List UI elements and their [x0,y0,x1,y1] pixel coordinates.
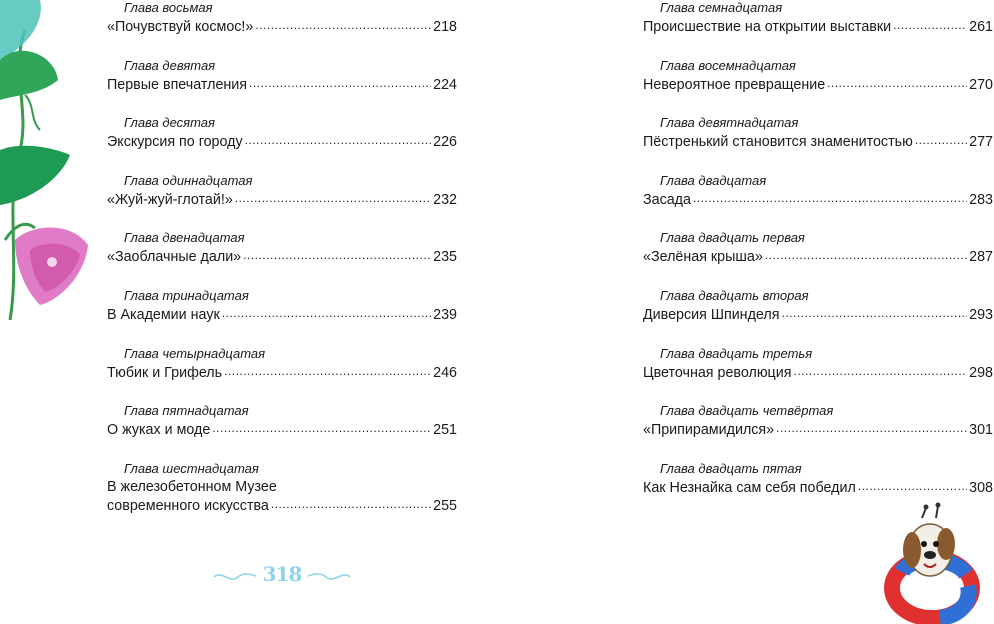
toc-entry[interactable] [643,230,993,288]
chapter-label: Глава десятая [124,115,215,131]
chapter-label: Глава двадцать четвёртая [660,403,834,419]
leader-dots [781,305,967,319]
page-ref: 251 [433,422,457,439]
chapter-label: Глава двадцать вторая [660,287,809,303]
chapter-label: Глава восемнадцатая [660,57,796,73]
toc-entry[interactable] [643,173,993,231]
toc-entry[interactable] [643,115,993,173]
chapter-title: «Заоблачные дали» [107,249,242,266]
leader-dots [915,132,967,146]
chapter-title: Тюбик и Грифель [107,364,223,381]
leader-dots [212,420,431,434]
chapter-label: Глава двадцать первая [660,230,805,246]
chapter-label: Глава двадцать третья [660,345,813,361]
chapter-title: «Зелёная крыша» [643,249,763,266]
leader-dots [243,247,431,261]
chapter-title: Засада [643,191,691,208]
leader-dots [793,363,967,377]
leader-dots [249,75,431,89]
page-ref: 255 [433,497,457,514]
page-ref: 224 [433,76,457,93]
leader-dots [776,420,967,434]
chapter-title: О жуках и моде [107,422,211,439]
toc-entry[interactable] [107,0,457,58]
page-ref: 277 [969,134,993,151]
page-ref: 293 [969,306,993,323]
chapter-label: Глава восьмая [124,0,213,15]
toc-left-column [107,0,457,518]
flower-illustration [0,0,105,320]
leader-dots [765,247,967,261]
toc-entry[interactable] [643,346,993,404]
leader-dots [271,496,431,510]
toc-entry[interactable] [643,0,993,58]
chapter-title: «Припирамидился» [643,422,775,439]
page-ref: 235 [433,249,457,266]
chapter-title: Цветочная революция [643,364,792,381]
chapter-title: В железобетонном Музее [107,478,277,495]
chapter-label: Глава двадцатая [660,172,767,188]
page-ref: 239 [433,306,457,323]
chapter-label: Глава пятнадцатая [124,403,249,419]
page-ref: 226 [433,134,457,151]
page-ref: 246 [433,364,457,381]
chapter-label: Глава двенадцатая [124,230,245,246]
chapter-title: Происшествие на открытии выставки [643,19,892,35]
page-ref: 232 [433,191,457,208]
chapter-title: «Жуй-жуй-глотай!» [107,191,233,208]
leader-dots [693,190,967,204]
toc-entry[interactable] [643,403,993,461]
toc-entry[interactable] [107,115,457,173]
leader-dots [827,75,967,89]
chapter-title: В Академии наук [107,306,220,323]
page-ref: 298 [969,364,993,381]
leader-dots [222,305,431,319]
page-ref: 283 [969,191,993,208]
leader-dots [235,190,431,204]
toc-entry[interactable] [107,461,457,519]
chapter-title: Первые впечатления [107,76,248,93]
chapter-label: Глава тринадцатая [124,287,249,303]
page-ref: 261 [969,19,993,35]
ornament-left-icon [212,560,258,592]
chapter-title-continued: современного искусства [107,497,269,514]
chapter-label: Глава шестнадцатая [124,460,259,476]
page-number: 318 [262,562,302,586]
toc-entry[interactable] [107,346,457,404]
chapter-label: Глава девятая [124,57,216,73]
toc-right-column [643,0,993,518]
toc-entry[interactable] [643,288,993,346]
leader-dots [255,17,431,31]
page-ref: 301 [969,422,993,439]
chapter-title: Пёстренький становится знаменитостью [643,134,913,151]
leader-dots [893,17,967,31]
leader-dots [224,363,431,377]
page-ref: 270 [969,76,993,93]
dog-illustration [880,500,990,624]
page-ref: 308 [969,479,993,496]
chapter-title: Невероятное превращение [643,76,826,93]
toc-entry[interactable] [107,288,457,346]
chapter-label: Глава девятнадцатая [660,115,799,131]
chapter-title: Диверсия Шпинделя [643,306,780,323]
page-ref: 287 [969,249,993,266]
leader-dots [858,478,967,492]
chapter-label: Глава одиннадцатая [124,172,253,188]
chapter-title: «Почувствуй космос!» [107,19,254,35]
leader-dots [245,132,432,146]
chapter-label: Глава четырнадцатая [124,345,266,361]
toc-entry[interactable] [107,230,457,288]
toc-entry[interactable] [643,58,993,116]
page-number-block [212,560,352,592]
chapter-title: Экскурсия по городу [107,134,243,151]
toc-entry[interactable] [107,403,457,461]
chapter-label: Глава семнадцатая [660,0,783,15]
toc-entry[interactable] [107,58,457,116]
chapter-label: Глава двадцать пятая [660,460,802,476]
ornament-right-icon [306,560,352,592]
page-ref: 218 [433,19,457,35]
toc-entry[interactable] [107,173,457,231]
chapter-title: Как Незнайка сам себя победил [643,479,856,496]
